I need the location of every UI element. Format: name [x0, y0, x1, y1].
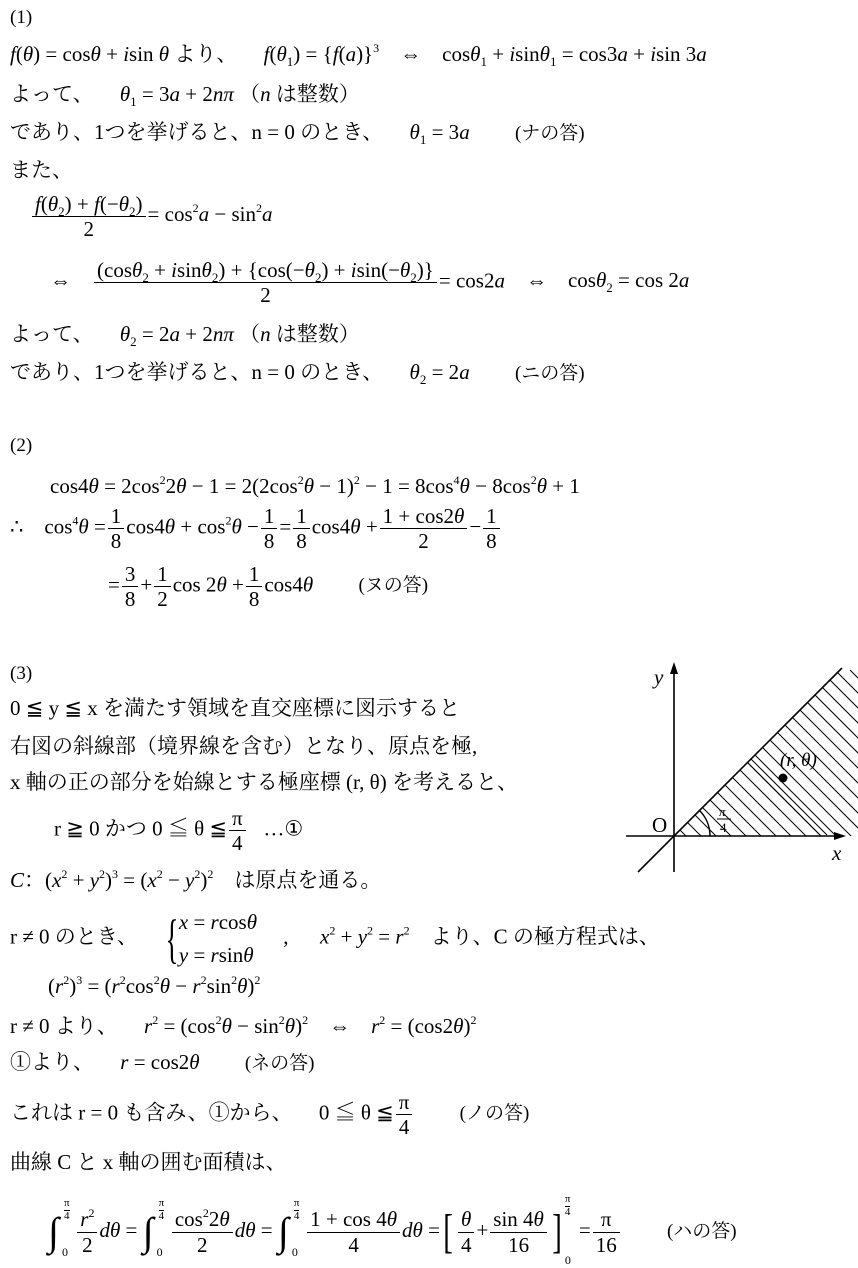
- integer-note: （n は整数）: [239, 82, 360, 106]
- part1-line3: [10, 120, 585, 147]
- region-figure: [600, 650, 858, 880]
- r-answer: r = cos2θ: [120, 1050, 200, 1074]
- polar-system: x = rcosθ y = rsinθ: [178, 910, 258, 967]
- cos-theta2-eq: cosθ$_2$ = cos 2a: [567, 268, 690, 296]
- point-marker: [779, 774, 788, 783]
- part1-line6: ⇔ $\frac{(\cos\theta_2 + isin\theta_2) + \{\cos(-\theta_2) + isin(-\theta_2)\}}{2}$ = cos2a ⇔ cosθ$_2$ = cos 2a: [50, 258, 690, 308]
- part3-line10: これは r = 0 も含み、①から、 0 ≦ θ ≦ $\frac{\pi}{4}$ (ノの答): [10, 1090, 530, 1140]
- part3-line5: C：$(x^2 + y^2)^3 = (x^2 - y^2)^2$ は原点を通る。: [10, 867, 382, 892]
- part2-line2: ∴ $\cos^4\theta$ = $\frac{1}{8}$ $\cos 4\theta + \cos^2\theta$ − $\frac{1}{8}$ = $\frac{1}{8}$ cos4θ + $\frac{1 + \cos 2\theta}{2}$ − $\frac{1}{8}$: [10, 504, 502, 553]
- fraction: $\frac{f(\theta_2) + f(-\theta_2)}{2}$: [32, 192, 146, 241]
- theta2-general: $\theta_2 = 2a + 2n\pi$: [119, 322, 234, 349]
- text-example: であり、1つを挙げると、n = 0 のとき、: [10, 120, 384, 144]
- part3-line11: 曲線 C と x 軸の囲む面積は、: [10, 1150, 287, 1174]
- part2-line3: = $\frac{3}{8}$ + $\frac{1}{2}$ cos 2θ + $\frac{1}{8}$ cos4θ (ヌの答): [108, 562, 429, 612]
- rhs: = cos2a: [438, 268, 505, 293]
- answer-ne: (ネの答): [244, 1053, 315, 1074]
- therefore-symbol: ∴: [10, 514, 24, 539]
- integral-sign: ∫ π 4 0: [142, 1197, 165, 1259]
- part3-line12-integral: ∫ π 4 0 $\frac{r^2}{2}$ dθ = ∫ π 4 0 $\frac{\cos^22\theta}{2}$ dθ = ∫ π 4 0 $\frac{1 + \cos 4\theta}{4}$ dθ =[ $\frac{\theta}{4}$ + $\frac{\sin 4\theta}{16}$ ] π 4 0 = $\frac{\pi}{16}$ (ハの答): [48, 1193, 737, 1267]
- iff-symbol: ⇔: [400, 42, 422, 66]
- angle-label-den: 4: [720, 820, 727, 835]
- angle-label-num: π: [719, 804, 726, 819]
- part1-line1: [10, 41, 707, 69]
- answer-no: (ノの答): [459, 1103, 530, 1125]
- part1-label: (1): [10, 7, 33, 28]
- left-brace: {: [165, 908, 179, 969]
- f-theta1: $f(\theta_1) = \{f(a)\}^3$: [263, 41, 380, 69]
- part2-label: (2): [10, 435, 33, 456]
- marker-1: …①: [263, 816, 304, 841]
- part3-line7: $(r^2)^3 = (r^2\cos^2\theta - r^2\sin^2\theta)^2$: [48, 973, 261, 998]
- theta1-answer: $\theta_1 = 3a$: [409, 120, 470, 147]
- part3-line4: r ≧ 0 かつ 0 ≦ θ ≦ $\frac{\pi}{4}$ …①: [54, 806, 304, 856]
- point-label: (r, θ): [780, 750, 817, 771]
- right-bracket: ]: [552, 1205, 562, 1258]
- fraction: $\frac{(\cos\theta_2 + isin\theta_2) + \{\cos(-\theta_2) + isin(-\theta_2)\}}{2}$: [94, 258, 437, 307]
- x-axis-label: x: [832, 841, 842, 865]
- left-bracket: [: [443, 1205, 453, 1258]
- integral-sign: ∫ π 4 0: [48, 1197, 70, 1259]
- part3-line6: r ≠ 0 のとき、 { x = rcosθ y = rsinθ , $x^2 + y^2 = r^2$ より、C の極方程式は、: [10, 906, 660, 971]
- part3-line1: 0 ≦ y ≦ x を満たす領域を直交座標に図示すると: [10, 696, 460, 720]
- text-yotte: よって、: [10, 82, 94, 106]
- answer-ha: (ハの答): [666, 1220, 737, 1242]
- part3-line3: x 軸の正の部分を始線とする極座標 (r, θ) を考えると、: [10, 770, 518, 794]
- part2-line1: $\cos 4\theta = 2\cos^22\theta - 1 = 2(2\cos^2\theta - 1)^2 - 1 = 8\cos^4\theta - 8\cos^2\theta + 1$: [50, 473, 580, 498]
- integral-sign: ∫ π 4 0: [277, 1197, 300, 1259]
- theta1-general: $\theta_1 = 3a + 2n\pi$: [119, 82, 234, 109]
- rhs: = $\cos^2a - \sin^2a$: [147, 201, 273, 227]
- part1-line5: [30, 192, 272, 241]
- f-definition: f(θ) = cosθ + isin θ: [10, 42, 170, 66]
- hatching: [600, 650, 858, 850]
- de-moivre-eq: cosθ$_1$ + isinθ$_1$ = cos3a + isin 3a: [442, 42, 707, 69]
- part1-line8: であり、1つを挙げると、n = 0 のとき、 $\theta_2 = 2a$ (ニの答): [10, 360, 585, 387]
- theta2-answer: $\theta_2 = 2a$: [409, 360, 470, 387]
- part3-label: (3): [10, 663, 33, 684]
- part3-line2: 右図の斜線部（境界線を含む）となり、原点を極,: [10, 734, 478, 758]
- origin-label: O: [652, 813, 668, 837]
- answer-nu: (ヌの答): [358, 575, 429, 597]
- part3-line9: ①より、 r = cos2θ (ネの答): [10, 1050, 315, 1074]
- answer-ni: (ニの答): [514, 363, 585, 384]
- part3-line8: r ≠ 0 より、 $r^2 = (\cos^2\theta - \sin^2\theta)^2$ ⇔ $r^2 = (\cos 2\theta)^2$: [10, 1013, 477, 1038]
- answer-na: (ナの答): [514, 123, 585, 144]
- iff-symbol: ⇔: [50, 268, 71, 293]
- y-axis-label: y: [654, 665, 664, 689]
- text-yori: より、: [174, 42, 238, 66]
- part1-line7: よって、 $\theta_2 = 2a + 2n\pi$ （n は整数）: [10, 322, 360, 349]
- part1-line4: また、: [10, 158, 73, 182]
- part1-line2: [10, 82, 360, 109]
